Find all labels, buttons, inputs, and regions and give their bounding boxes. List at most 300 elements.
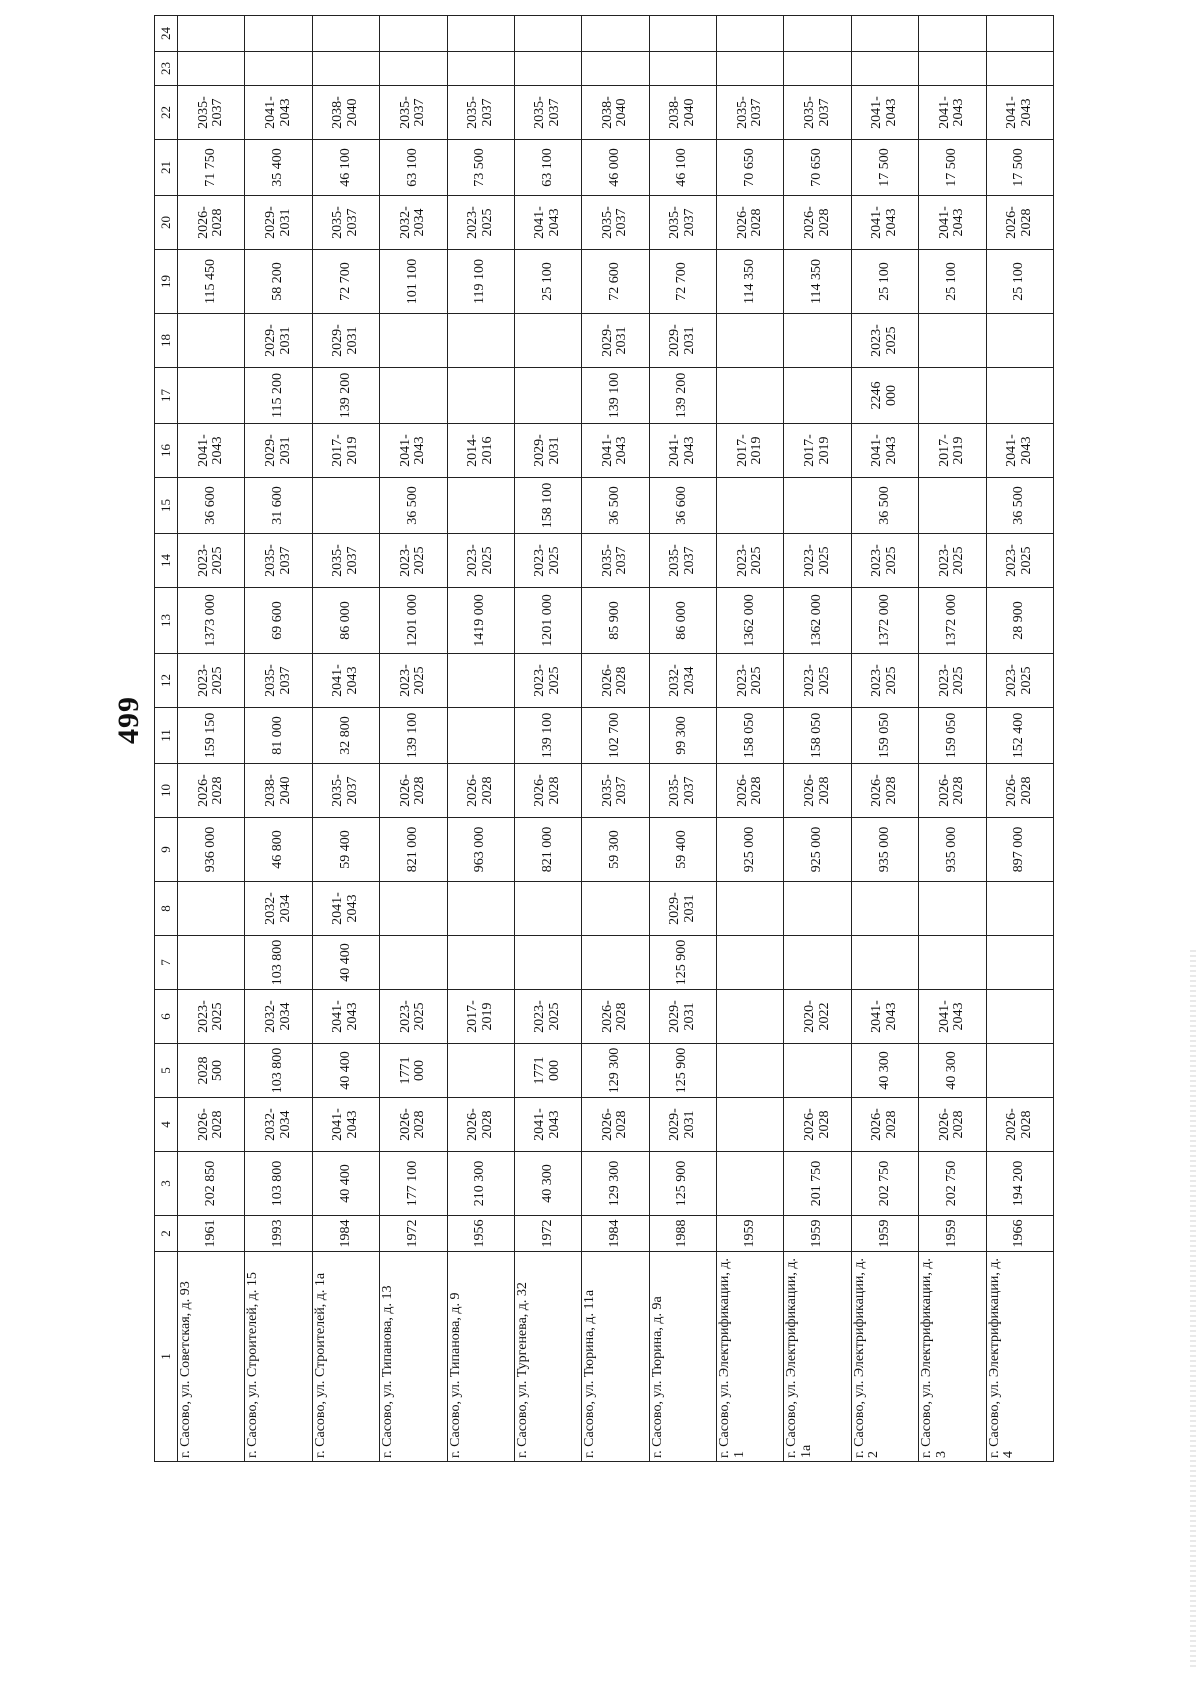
table-cell: 25 100 (851, 250, 918, 314)
table-cell: 2029-2031 (514, 424, 581, 478)
table-cell: 2023-2025 (514, 654, 581, 708)
table-cell: 2041-2043 (312, 1098, 379, 1152)
table-cell: 40 300 (514, 1152, 581, 1216)
table-cell: 2041-2043 (851, 196, 918, 250)
table-cell: 119 100 (447, 250, 514, 314)
column-header: 13 (155, 588, 178, 654)
table-cell: 40 400 (312, 1044, 379, 1098)
table-cell: 72 600 (582, 250, 649, 314)
table-cell (717, 52, 784, 86)
table-cell: 1362 000 (784, 588, 851, 654)
address-cell: г. Сасово, ул. Тургенева, д. 32 (514, 1252, 581, 1462)
table-cell: 2029-2031 (649, 1098, 716, 1152)
page-number: 499 (112, 696, 145, 744)
table-cell: 58 200 (245, 250, 312, 314)
table-cell: 17 500 (986, 140, 1054, 196)
table-cell: 159 150 (178, 708, 245, 764)
table-cell: 103 800 (245, 1044, 312, 1098)
table-cell: 2026-2028 (784, 196, 851, 250)
table-cell: 1956 (447, 1216, 514, 1252)
housing-repair-table (154, 15, 1054, 1462)
table-cell: 129 300 (582, 1152, 649, 1216)
column-header: 9 (155, 818, 178, 882)
table-cell: 935 000 (919, 818, 986, 882)
table-cell: 2035-2037 (447, 86, 514, 140)
table-cell: 2041-2043 (851, 424, 918, 478)
table-cell: 2026-2028 (784, 1098, 851, 1152)
table-row (514, 16, 581, 1462)
table-cell (178, 882, 245, 936)
table-cell (312, 16, 379, 52)
column-header: 4 (155, 1098, 178, 1152)
table-cell (784, 16, 851, 52)
table-cell: 102 700 (582, 708, 649, 764)
table-cell: 2014-2016 (447, 424, 514, 478)
table-cell (717, 882, 784, 936)
table-cell: 2029-2031 (312, 314, 379, 368)
table-cell: 2029-2031 (582, 314, 649, 368)
table-cell: 2035-2037 (380, 86, 447, 140)
table-cell: 25 100 (986, 250, 1054, 314)
table-row (919, 16, 986, 1462)
table-cell (986, 990, 1054, 1044)
table-cell: 2041-2043 (986, 86, 1054, 140)
table-cell: 2041-2043 (312, 990, 379, 1044)
table-cell (514, 882, 581, 936)
table-cell: 2035-2037 (312, 534, 379, 588)
table-cell: 1988 (649, 1216, 716, 1252)
table-cell: 125 900 (649, 1044, 716, 1098)
table-cell: 86 000 (649, 588, 716, 654)
table-cell (919, 16, 986, 52)
table-cell: 17 500 (851, 140, 918, 196)
address-cell: г. Сасово, ул. Электрификации, д. 1а (784, 1252, 851, 1462)
table-cell: 2035-2037 (178, 86, 245, 140)
table-cell: 2026-2028 (986, 196, 1054, 250)
table-cell: 129 300 (582, 1044, 649, 1098)
table-cell: 36 600 (649, 478, 716, 534)
table-cell: 63 100 (380, 140, 447, 196)
table-cell: 159 050 (919, 708, 986, 764)
table-cell: 71 750 (178, 140, 245, 196)
table-cell: 139 200 (649, 368, 716, 424)
table-cell: 59 300 (582, 818, 649, 882)
table-cell: 31 600 (245, 478, 312, 534)
address-cell: г. Сасово, ул. Тюрина, д. 11а (582, 1252, 649, 1462)
table-cell: 1771 000 (514, 1044, 581, 1098)
table-cell: 1771 000 (380, 1044, 447, 1098)
table-cell: 2035-2037 (312, 764, 379, 818)
address-cell: г. Сасово, ул. Электрификации, д. 3 (919, 1252, 986, 1462)
table-cell: 2041-2043 (312, 882, 379, 936)
column-header: 20 (155, 196, 178, 250)
table-cell: 1959 (919, 1216, 986, 1252)
table-cell (784, 368, 851, 424)
table-cell (919, 368, 986, 424)
table-cell: 139 100 (380, 708, 447, 764)
table-cell: 2041-2043 (919, 990, 986, 1044)
table-cell: 2032-2034 (245, 882, 312, 936)
table-cell: 158 050 (784, 708, 851, 764)
table-cell: 1372 000 (919, 588, 986, 654)
address-cell: г. Сасово, ул. Тюрина, д. 9а (649, 1252, 716, 1462)
table-cell: 114 350 (717, 250, 784, 314)
table-cell: 2041-2043 (851, 86, 918, 140)
table-cell: 1372 000 (851, 588, 918, 654)
table-cell (986, 16, 1054, 52)
table-cell: 201 750 (784, 1152, 851, 1216)
table-cell: 2035-2037 (717, 86, 784, 140)
table-cell: 2026-2028 (986, 764, 1054, 818)
table-cell: 1961 (178, 1216, 245, 1252)
table-cell: 2023-2025 (178, 990, 245, 1044)
table-cell: 2023-2025 (851, 654, 918, 708)
table-cell: 2035-2037 (245, 534, 312, 588)
table-cell (649, 16, 716, 52)
table-cell: 86 000 (312, 588, 379, 654)
table-cell (919, 52, 986, 86)
table-cell: 2026-2028 (919, 1098, 986, 1152)
table-cell (447, 16, 514, 52)
table-cell (514, 16, 581, 52)
table-row (784, 16, 851, 1462)
table-cell: 1201 000 (514, 588, 581, 654)
address-cell: г. Сасово, ул. Электрификации, д. 2 (851, 1252, 918, 1462)
address-cell: г. Сасово, ул. Типанова, д. 9 (447, 1252, 514, 1462)
table-cell (986, 314, 1054, 368)
table-row (986, 16, 1054, 1462)
table-cell: 2035-2037 (312, 196, 379, 250)
table-cell: 2028 500 (178, 1044, 245, 1098)
table-cell: 2026-2028 (178, 196, 245, 250)
table-cell: 46 100 (312, 140, 379, 196)
table-cell: 2017-2019 (447, 990, 514, 1044)
table-row (178, 16, 245, 1462)
table-cell: 2026-2028 (178, 764, 245, 818)
table-cell: 1959 (784, 1216, 851, 1252)
table-cell (717, 936, 784, 990)
table-cell: 2246 000 (851, 368, 918, 424)
table-cell: 81 000 (245, 708, 312, 764)
table-cell: 2032-2034 (245, 1098, 312, 1152)
table-cell: 2029-2031 (649, 990, 716, 1044)
table-cell (919, 936, 986, 990)
column-header: 3 (155, 1152, 178, 1216)
table-row (447, 16, 514, 1462)
table-cell: 2023-2025 (784, 654, 851, 708)
column-header: 10 (155, 764, 178, 818)
table-cell (717, 314, 784, 368)
table-cell: 1993 (245, 1216, 312, 1252)
table-cell: 40 300 (919, 1044, 986, 1098)
table-cell (582, 882, 649, 936)
table-cell: 202 850 (178, 1152, 245, 1216)
table-cell: 2023-2025 (380, 534, 447, 588)
table-cell: 202 750 (851, 1152, 918, 1216)
table-cell: 28 900 (986, 588, 1054, 654)
table-cell (784, 52, 851, 86)
table-cell: 2035-2037 (649, 534, 716, 588)
table-cell (919, 882, 986, 936)
table-cell (717, 1152, 784, 1216)
table-cell (380, 52, 447, 86)
column-header: 5 (155, 1044, 178, 1098)
table-cell: 2026-2028 (919, 764, 986, 818)
table-cell: 2017-2019 (784, 424, 851, 478)
table-cell: 2023-2025 (784, 534, 851, 588)
table-cell: 40 300 (851, 1044, 918, 1098)
table-cell: 2026-2028 (784, 764, 851, 818)
table-cell: 2032-2034 (649, 654, 716, 708)
table-cell: 85 900 (582, 588, 649, 654)
table-cell: 963 000 (447, 818, 514, 882)
table-cell: 1959 (851, 1216, 918, 1252)
table-row (649, 16, 716, 1462)
table-cell: 25 100 (514, 250, 581, 314)
table-cell: 2035-2037 (582, 534, 649, 588)
table-cell: 897 000 (986, 818, 1054, 882)
column-header: 14 (155, 534, 178, 588)
table-cell (717, 990, 784, 1044)
table-cell (380, 936, 447, 990)
table-cell: 1984 (312, 1216, 379, 1252)
table-cell: 72 700 (649, 250, 716, 314)
table-cell (178, 16, 245, 52)
table-cell: 2041-2043 (514, 1098, 581, 1152)
table-cell: 125 900 (649, 936, 716, 990)
table-cell: 99 300 (649, 708, 716, 764)
table-cell: 2023-2025 (514, 990, 581, 1044)
table-cell: 2035-2037 (582, 764, 649, 818)
table-cell: 139 200 (312, 368, 379, 424)
table-cell: 2041-2043 (986, 424, 1054, 478)
column-header: 12 (155, 654, 178, 708)
table-cell: 46 000 (582, 140, 649, 196)
table-cell (178, 368, 245, 424)
table-cell: 36 500 (986, 478, 1054, 534)
table-cell: 2041-2043 (514, 196, 581, 250)
table-cell (582, 936, 649, 990)
table-cell: 2023-2025 (380, 990, 447, 1044)
column-header: 6 (155, 990, 178, 1044)
table-cell: 1966 (986, 1216, 1054, 1252)
table-cell: 935 000 (851, 818, 918, 882)
table-cell: 2035-2037 (245, 654, 312, 708)
table-cell: 2017-2019 (717, 424, 784, 478)
table-cell: 2035-2037 (784, 86, 851, 140)
table-cell: 925 000 (717, 818, 784, 882)
table-cell (784, 1044, 851, 1098)
table-cell (447, 1044, 514, 1098)
table-cell: 2041-2043 (582, 424, 649, 478)
column-header: 8 (155, 882, 178, 936)
address-cell: г. Сасово, ул. Электрификации, д. 1 (717, 1252, 784, 1462)
table-cell: 2026-2028 (582, 654, 649, 708)
table-cell: 202 750 (919, 1152, 986, 1216)
column-header: 24 (155, 16, 178, 52)
table-cell (717, 1098, 784, 1152)
table-cell (514, 314, 581, 368)
column-header: 19 (155, 250, 178, 314)
table-cell: 2026-2028 (447, 1098, 514, 1152)
table-cell: 114 350 (784, 250, 851, 314)
table-cell: 2041-2043 (649, 424, 716, 478)
table-cell (582, 52, 649, 86)
column-number-row (155, 16, 178, 1462)
table-cell (784, 314, 851, 368)
table-cell (178, 936, 245, 990)
table-cell: 2023-2025 (514, 534, 581, 588)
table-cell: 36 500 (582, 478, 649, 534)
column-header: 16 (155, 424, 178, 478)
table-cell: 2032-2034 (380, 196, 447, 250)
table-cell: 2023-2025 (447, 534, 514, 588)
table-cell (919, 478, 986, 534)
table-cell: 70 650 (784, 140, 851, 196)
table-cell: 2029-2031 (649, 882, 716, 936)
table-cell: 2035-2037 (649, 196, 716, 250)
table-cell (919, 314, 986, 368)
table-cell: 158 100 (514, 478, 581, 534)
column-header: 15 (155, 478, 178, 534)
table-cell: 63 100 (514, 140, 581, 196)
table-cell: 925 000 (784, 818, 851, 882)
table-cell: 2041-2043 (312, 654, 379, 708)
table-cell: 1959 (717, 1216, 784, 1252)
table-cell (447, 368, 514, 424)
table-cell (851, 882, 918, 936)
table-cell (717, 478, 784, 534)
table-cell: 2026-2028 (380, 764, 447, 818)
table-cell: 936 000 (178, 818, 245, 882)
table-cell: 2026-2028 (717, 764, 784, 818)
table-cell: 2038-2040 (245, 764, 312, 818)
table-row (717, 16, 784, 1462)
table-cell: 2026-2028 (851, 764, 918, 818)
table-cell: 70 650 (717, 140, 784, 196)
table-cell: 103 800 (245, 936, 312, 990)
table-row (582, 16, 649, 1462)
table-body (178, 16, 1054, 1462)
table-cell (178, 314, 245, 368)
table-cell (312, 52, 379, 86)
table-cell: 1972 (514, 1216, 581, 1252)
table-cell: 2029-2031 (245, 424, 312, 478)
table-cell: 152 400 (986, 708, 1054, 764)
table-cell: 2023-2025 (851, 314, 918, 368)
table-cell: 103 800 (245, 1152, 312, 1216)
table-cell: 2035-2037 (649, 764, 716, 818)
table-cell (312, 478, 379, 534)
table-cell: 40 400 (312, 936, 379, 990)
table-cell (447, 478, 514, 534)
table-cell: 2023-2025 (919, 654, 986, 708)
address-cell: г. Сасово, ул. Советская, д. 93 (178, 1252, 245, 1462)
table-cell (986, 936, 1054, 990)
table-cell: 1373 000 (178, 588, 245, 654)
table-cell (717, 1044, 784, 1098)
table-cell: 2026-2028 (514, 764, 581, 818)
table-cell: 2026-2028 (986, 1098, 1054, 1152)
table-cell: 36 500 (380, 478, 447, 534)
table-row (312, 16, 379, 1462)
column-header: 2 (155, 1216, 178, 1252)
table-cell: 72 700 (312, 250, 379, 314)
table-cell (514, 52, 581, 86)
table-cell (582, 16, 649, 52)
table-cell (784, 936, 851, 990)
table-row (245, 16, 312, 1462)
table-cell: 2035-2037 (582, 196, 649, 250)
column-header: 22 (155, 86, 178, 140)
table-cell: 1972 (380, 1216, 447, 1252)
table-cell: 139 100 (514, 708, 581, 764)
table-cell: 32 800 (312, 708, 379, 764)
table-cell: 2023-2025 (986, 654, 1054, 708)
table-cell: 2023-2025 (447, 196, 514, 250)
table-cell: 2038-2040 (312, 86, 379, 140)
table-cell (380, 368, 447, 424)
table-cell: 2023-2025 (178, 654, 245, 708)
table-cell (447, 708, 514, 764)
table-cell: 2038-2040 (582, 86, 649, 140)
table-cell: 2041-2043 (919, 196, 986, 250)
table-cell: 2041-2043 (178, 424, 245, 478)
table-cell: 194 200 (986, 1152, 1054, 1216)
table-cell: 2017-2019 (312, 424, 379, 478)
table-cell (245, 16, 312, 52)
rotated-table-container (154, 27, 1054, 1462)
table-cell: 1984 (582, 1216, 649, 1252)
table-cell: 2035-2037 (514, 86, 581, 140)
table-cell: 115 200 (245, 368, 312, 424)
table-cell: 821 000 (514, 818, 581, 882)
table-cell: 40 400 (312, 1152, 379, 1216)
table-cell (514, 936, 581, 990)
table-cell (784, 882, 851, 936)
table-cell: 2038-2040 (649, 86, 716, 140)
table-cell: 2023-2025 (919, 534, 986, 588)
column-header: 11 (155, 708, 178, 764)
table-cell: 36 600 (178, 478, 245, 534)
table-cell: 2023-2025 (851, 534, 918, 588)
table-cell (649, 52, 716, 86)
column-header: 23 (155, 52, 178, 86)
table-cell (380, 314, 447, 368)
table-cell: 125 900 (649, 1152, 716, 1216)
table-cell: 2023-2025 (717, 654, 784, 708)
table-cell (245, 52, 312, 86)
table-cell (447, 52, 514, 86)
table-cell: 25 100 (919, 250, 986, 314)
table-cell: 2032-2034 (245, 990, 312, 1044)
table-cell: 2029-2031 (649, 314, 716, 368)
table-cell: 2041-2043 (245, 86, 312, 140)
table-cell: 2026-2028 (447, 764, 514, 818)
column-header: 1 (155, 1252, 178, 1462)
table-cell (717, 368, 784, 424)
table-cell: 2041-2043 (851, 990, 918, 1044)
table-cell (986, 368, 1054, 424)
table-cell: 2041-2043 (380, 424, 447, 478)
column-header: 18 (155, 314, 178, 368)
table-cell (717, 16, 784, 52)
table-cell: 17 500 (919, 140, 986, 196)
table-cell (178, 52, 245, 86)
table-cell: 2023-2025 (380, 654, 447, 708)
table-cell: 69 600 (245, 588, 312, 654)
table-cell: 2023-2025 (717, 534, 784, 588)
